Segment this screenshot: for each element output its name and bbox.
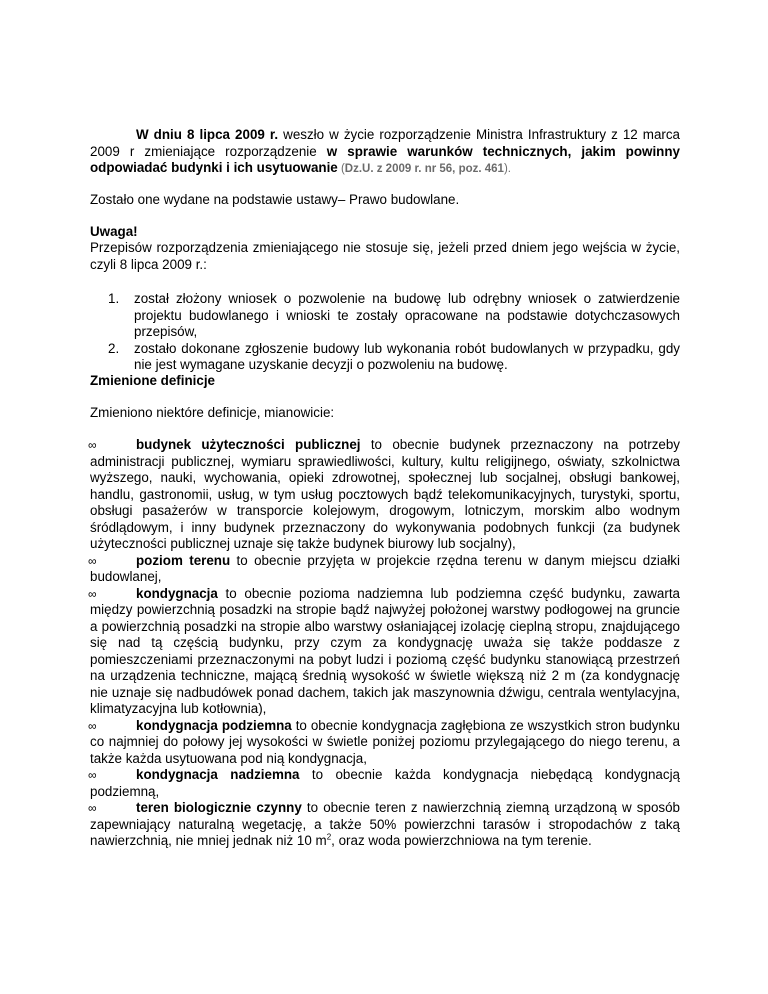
definitions-list <box>90 437 680 850</box>
definition-term: budynek użyteczności publicznej <box>136 437 361 452</box>
journal-reference: (Dz.U. z 2009 r. nr 56, poz. 461). <box>337 163 511 175</box>
bullet-icon: ∞ <box>88 586 97 601</box>
bullet-icon: ∞ <box>88 718 97 733</box>
intro-paragraph: W dniu 8 lipca 2009 r. weszło w życie rozporządzenie Ministra Infrastruktury z 12 marca 2009 r zmieniające rozporządzenie w sprawie warunków technicznych, jakim powinny odpowiadać budynki i ich usytuowanie (Dz.U. z 2009 r. nr 56, poz. 461). <box>90 127 680 175</box>
bullet-icon: ∞ <box>88 768 97 782</box>
regulation-title: w sprawie warunków technicznych, jakim powinny odpowiadać budynki i ich usytuowanie <box>90 143 680 175</box>
definition-term: poziom terenu <box>136 552 231 568</box>
legal-basis-paragraph: Zostało one wydane na podstawie ustawy– Prawo budowlane. <box>90 192 460 207</box>
list-item: 1. został złożony wniosek o pozwolenie na budowę lub odrębny wniosek o zatwierdzenie projektu budowlanego i wnioski te zostały opracowane na podstawie dotychczasowych przepisów, <box>108 291 680 339</box>
definitions-intro: Zmieniono niektóre definicje, mianowicie: <box>90 405 335 420</box>
definition-term: teren biologicznie czynny <box>136 800 302 815</box>
list-item: 2. zostało dokonane zgłoszenie budowy lub wykonania robót budowlanych w przypadku, gdy nie jest wymagane uzyskanie decyzji o pozwoleniu na budowę. <box>108 340 680 372</box>
definition-item: ∞ kondygnacja podziemna to obecnie kondygnacja zagłębiona ze wszystkich stron budynku co najmniej do połowy jej wysokości w świetle poniżej poziomu przylegającego do niego terenu, a także każda usytuowana pod nią kondygnacja, <box>88 717 680 766</box>
definition-term: kondygnacja podziemna <box>136 717 292 733</box>
definition-item: ∞ budynek użyteczności publicznej to obecnie budynek przeznaczony na potrzeby administracji publicznej, wymiaru sprawiedliwości, kultury, kultu religijnego, oświaty, szkolnictwa wyższego, nauki, wychowania, opieki zdrowotnej, społecznej lub socjalnej, obsługi bankowej, handlu, gastronomii, usług, w tym usług pocztowych bądź telekomunikacyjnych, turystyki, sportu, obsługi pasażerów w transporcie kolejowym, drogowym, lotniczym, morskim albo wodnym śródlądowym, i inny budynek przeznaczony do wykonywania podobnych funkcji (za budynek użyteczności publicznej uznaje się także budynek biurowy lub socjalny), <box>88 437 680 551</box>
numbered-list <box>108 291 680 374</box>
bullet-icon: ∞ <box>88 438 97 452</box>
effective-date: W dniu 8 lipca 2009 r. <box>136 127 279 142</box>
definition-term: kondygnacja nadziemna <box>136 767 300 782</box>
definition-item: ∞ poziom terenu to obecnie przyjęta w projekcie rzędna terenu w danym miejscu działki budowlanej, <box>88 552 680 584</box>
warning-text: Przepisów rozporządzenia zmieniającego nie stosuje się, jeżeli przed dniem jego wejścia w życie, czyli 8 lipca 2009 r.: <box>90 240 680 272</box>
warning-title: Uwaga! <box>90 224 138 239</box>
definition-item: ∞ kondygnacja to obecnie pozioma nadziemna lub podziemna część budynku, zawarta między powierzchnią posadzki na stropie bądź najwyżej położonej warstwy podłogowej na gruncie a powierzchnią posadzki na stropie albo warstwy osłaniającej izolację cieplną stropu, znajdującego się nad tą częścią budynku, przy czym za kondygnację uważa się także poddasze z pomieszczeniami przeznaczonymi na pobyt ludzi i poziomą część budynku stanowiącą przestrzeń na urządzenia techniczne, mającą średnią wysokość w świetle większą niż 2 m (za kondygnację nie uznaje się nadbudówek ponad dachem, takich jak maszynownia dźwigu, centrala wentylacyjna, klimatyzacyjna lub kotłownia), <box>88 585 680 716</box>
definition-item: ∞ kondygnacja nadziemna to obecnie każda kondygnacja niebędącą kondygnacją podziemną, <box>88 767 680 799</box>
definition-term: kondygnacja <box>136 585 218 601</box>
bullet-icon: ∞ <box>88 553 97 568</box>
bullet-icon: ∞ <box>88 801 97 815</box>
definition-item: ∞ teren biologicznie czynny to obecnie teren z nawierzchnią ziemną urządzoną w sposób zapewniający naturalną wegetację, a także 50% powierzchni tarasów i stropodachów z taką nawierzchnią, nie mniej jednak niż 10 $m^2$, oraz woda powierzchniowa na tym terenie. <box>88 800 680 848</box>
section-heading: Zmienione definicje <box>90 373 216 388</box>
